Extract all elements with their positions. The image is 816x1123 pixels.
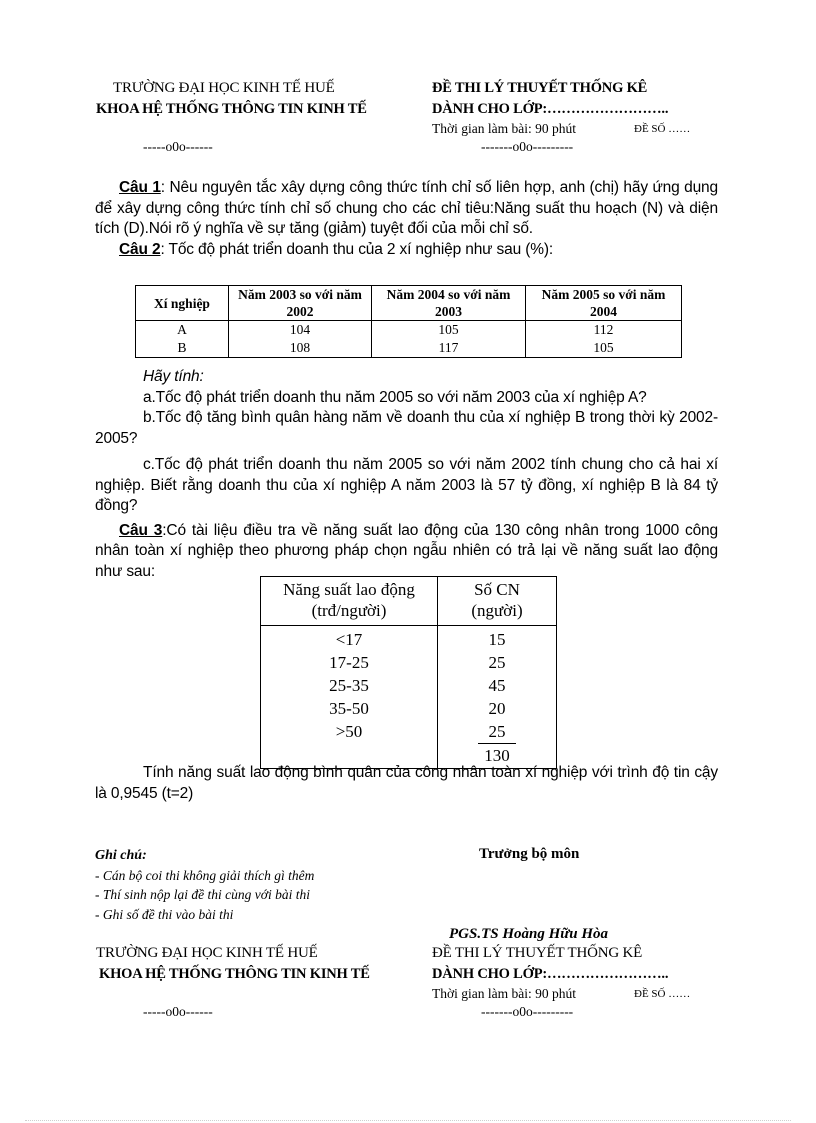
- col-header: Xí nghiệp: [136, 286, 229, 321]
- question-1: [95, 178, 718, 260]
- table-cell: 45: [488, 676, 506, 695]
- table-cell: 25: [488, 653, 506, 672]
- page-divider: [25, 1120, 791, 1121]
- table-cell: <17: [335, 630, 363, 649]
- col-header: Năm 2004 so với năm 2003: [372, 286, 526, 321]
- table-cell: 35-50: [329, 699, 369, 718]
- task-b: b.Tốc độ tăng bình quân hàng năm về doanh thu của xí nghiệp B trong thời kỳ 2002-2005?: [95, 409, 718, 447]
- table-cell: 105: [372, 321, 526, 340]
- table-cell: 15: [488, 630, 506, 649]
- notes: [95, 846, 314, 924]
- table-cell: 20: [488, 699, 506, 718]
- signature-name: PGS.TS Hoàng Hữu Hòa: [449, 926, 609, 942]
- question-2: [95, 240, 718, 261]
- table-cell: A: [136, 321, 229, 340]
- right-separator: -------o0o---------: [481, 139, 574, 154]
- exam-title: ĐỀ THI LÝ THUYẾT THỐNG KÊ: [432, 80, 648, 96]
- table-row: [136, 339, 682, 358]
- worker-count-column: [438, 626, 557, 769]
- table-cell: B: [136, 339, 229, 358]
- table-cell: 17-25: [329, 653, 369, 672]
- task-text: Tính năng suất lao động bình quân của công nhân toàn xí nghiệp với trình độ tin cậy là 0,9545 (t=2): [95, 764, 718, 802]
- question-3-text: :Có tài liệu điều tra về năng suất lao động của 130 công nhân trong 1000 công nhân toàn xí nghiệp theo phương pháp chọn ngẫu nhiên có trả lại về năng suất lao động như sau:: [95, 521, 719, 580]
- total-cell: 130: [478, 743, 516, 767]
- table-cell: 25-35: [329, 676, 369, 695]
- hay-tinh: Hãy tính:: [143, 368, 204, 385]
- school-name: TRƯỜNG ĐẠI HỌC KINH TẾ HUẾ: [96, 945, 318, 961]
- question-3: [95, 521, 718, 583]
- exam-title: ĐỀ THI LÝ THUYẾT THỐNG KÊ: [432, 945, 643, 961]
- question-1-label: Câu 1: [119, 179, 161, 196]
- question-1-text: : Nêu nguyên tắc xây dựng công thức tính chỉ số liên hợp, anh (chị) hãy ứng dụng để xây dựng công thức tính chỉ số chung cho các chỉ tiêu:Năng suất thu hoạch (N) và diện tích (D).Nói rõ ý nghĩa về sự tăng (giảm) tuyệt đối của mỗi chỉ số.: [95, 179, 718, 237]
- question-3-label: Câu 3: [119, 521, 163, 539]
- header-line: Năng suất lao động: [283, 580, 415, 599]
- exam-number: ĐỀ SỐ ……: [634, 988, 691, 1000]
- exam-time: Thời gian làm bài: 90 phút: [432, 986, 576, 1001]
- growth-table-header: [136, 286, 682, 321]
- task-a: a.Tốc độ phát triển doanh thu năm 2005 so với năm 2003 của xí nghiệp A?: [143, 388, 647, 406]
- faculty-name: KHOA HỆ THỐNG THÔNG TIN KINH TẾ: [96, 101, 367, 117]
- col-header: Năm 2003 so với năm 2002: [229, 286, 372, 321]
- right-separator: -------o0o---------: [481, 1004, 574, 1019]
- col-header: Năm 2005 so với năm 2004: [526, 286, 682, 321]
- school-name: TRƯỜNG ĐẠI HỌC KINH TẾ HUẾ: [113, 80, 335, 96]
- notes-title: Ghi chú:: [95, 848, 147, 863]
- class-line: DÀNH CHO LỚP:……………………..: [432, 966, 669, 982]
- exam-time: Thời gian làm bài: 90 phút: [432, 121, 576, 136]
- faculty-name: KHOA HỆ THỐNG THÔNG TIN KINH TẾ: [99, 966, 370, 982]
- left-separator: -----o0o------: [143, 139, 213, 154]
- task-c: c.Tốc độ phát triển doanh thu năm 2005 so với năm 2002 tính chung cho cả hai xí nghiệp. Biết rằng doanh thu của xí nghiệp A năm 2003 là 57 tỷ đồng, xí nghiệp B là 84 tỷ đồng?: [95, 456, 718, 514]
- left-separator: -----o0o------: [143, 1004, 213, 1019]
- table-cell: 25: [488, 722, 506, 741]
- productivity-table-header: [261, 577, 557, 626]
- header-line: (trđ/người): [311, 601, 387, 620]
- table-cell: 105: [526, 339, 682, 358]
- header-line: (người): [471, 601, 523, 620]
- question-2-text: : Tốc độ phát triển doanh thu của 2 xí nghiệp như sau (%):: [160, 240, 554, 258]
- productivity-table: [260, 576, 557, 769]
- note-item: - Thí sinh nộp lại đề thi cùng với bài thi: [95, 887, 310, 902]
- table-cell: 108: [229, 339, 372, 358]
- table-cell: >50: [335, 722, 363, 741]
- signature-role: Trưởng bộ môn: [479, 846, 580, 862]
- header-line: Số CN: [474, 580, 520, 599]
- exam-number: ĐỀ SỐ ……: [634, 123, 691, 135]
- col-header: [261, 577, 438, 626]
- class-line: DÀNH CHO LỚP:……………………..: [432, 101, 669, 117]
- note-item: - Cán bộ coi thi không giải thích gì thêm: [95, 867, 315, 883]
- growth-table: [135, 285, 682, 358]
- table-cell: 104: [229, 321, 372, 340]
- productivity-column: [261, 626, 438, 769]
- table-cell: 112: [526, 321, 682, 340]
- question-2-label: Câu 2: [119, 240, 161, 258]
- note-item: - Ghi số đề thi vào bài thi: [95, 906, 234, 922]
- table-row: [136, 321, 682, 340]
- productivity-table-body: [261, 626, 557, 769]
- question-2-tasks: [95, 367, 718, 582]
- table-cell: 117: [372, 339, 526, 358]
- col-header: [438, 577, 557, 626]
- question-3-task: [95, 763, 718, 804]
